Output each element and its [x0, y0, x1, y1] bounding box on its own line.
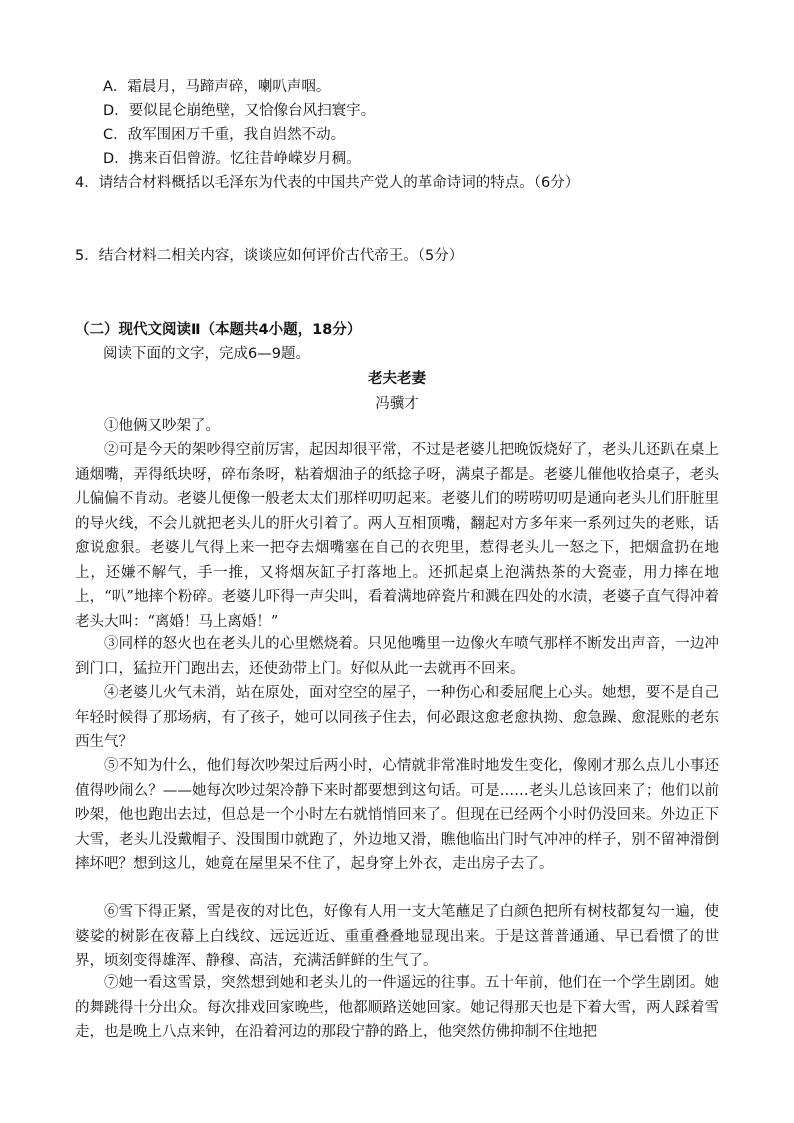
paragraph-6: ⑥雪下得正紧，雪是夜的对比色，好像有人用一支大笔蘸足了白颜色把所有树枝都复勾一遍，使婆娑的树影在夜幕上白线纹、远远近近、重重叠叠地显现出来。于是这普普通通、早已看惯了的世界，顷刻变得雄浑、静穆、高洁，充满活鲜鲜的生气了。 — [75, 904, 719, 969]
section-instruction: 阅读下面的文字，完成6—9题。 — [103, 346, 310, 362]
option-d: D．携来百侣曾游。忆往昔峥嵘岁月稠。 — [103, 151, 361, 167]
question-4: 4．请结合材料概括以毛泽东为代表的中国共产党人的革命诗词的特点。（6分） — [75, 175, 580, 191]
question-5: 5．结合材料二相关内容，谈谈应如何评价古代帝王。（5分） — [75, 248, 464, 264]
option-c: C．敌军围困万千重，我自岿然不动。 — [103, 127, 346, 143]
paragraph-3: ③同样的怒火也在老头儿的心里燃烧着。只见他嘴里一边像火车喷气那样不断发出声音，一边冲到门口，猛拉开门跑出去，还使劲带上门。好似从此一去就再不回来。 — [75, 636, 719, 677]
paragraph-1: ①他俩又吵架了。 — [104, 418, 220, 434]
option-a: A．霜晨月，马蹄声碎，喇叭声咽。 — [103, 79, 331, 95]
paragraph-4: ④老婆儿火气未消，站在原处，面对空空的屋子，一种伤心和委屈爬上心头。她想，要不是自己年轻时候得了那场病，有了孩子，她可以同孩子住去，何必跟这愈老愈执拗、愈急躁、愈混账的老东西生气？ — [75, 685, 719, 750]
paragraph-2: ②可是今天的架吵得空前厉害，起因却很平常，不过是老婆儿把晚饭烧好了，老头儿还趴在桌上通烟嘴，弄得纸块呀，碎布条呀，粘着烟油子的纸捻子呀，满桌子都是。老婆儿催他收拾桌子，老头儿偏偏不肯动。老婆儿便像一般老太太们那样叨叨起来。老婆儿们的唠唠叨叨是通向老头儿们肝脏里的导火线，不会儿就把老头儿的肝火引着了。两人互相顶嘴，翻起对方多年来一系列过失的老账，话愈说愈狠。老婆儿气得上来一把夺去烟嘴塞在自己的衣兜里，惹得老头儿一怒之下，把烟盒扔在地上，还嫌不解气，手一推，又将烟灰缸子打落地上。还抓起桌上泡满热茶的大瓷壶，用力摔在地上，“叭”地摔个粉碎。老婆儿吓得一声尖叫，看着满地碎瓷片和溅在四处的水渍，老婆子直气得冲着老头大叫：“离婚！马上离婚！” — [75, 442, 719, 630]
section-heading: （二）现代文阅读Ⅱ（本题共4小题，18分） — [75, 322, 362, 338]
option-d-first: D．要似昆仑崩绝壁，又恰像台风扫寰宇。 — [103, 103, 376, 119]
paragraph-5: ⑤不知为什么，他们每次吵架过后两小时，心情就非常准时地发生变化，像刚才那么点儿小事还值得吵闹么？——她每次吵过架冷静下来时都要想到这句话。可是……老头儿总该回来了；他们以前吵架，他也跑出去过，但总是一个小时左右就悄悄回来了。但现在已经两个小时仍没回来。外边正下大雪，老头儿没戴帽子、没围围巾就跑了，外边地又滑，瞧他临出门时气冲冲的样子，别不留神滑倒摔坏吧？想到这儿，她竟在屋里呆不住了，起身穿上外衣，走出房子去了。 — [75, 758, 719, 872]
article-title: 老夫老妻 — [368, 371, 426, 387]
article-author: 冯骥才 — [375, 396, 419, 412]
paragraph-7: ⑦她一看这雪景，突然想到她和老头儿的一件遥远的往事。五十年前，他们在一个学生剧团。她的舞跳得十分出众。每次排戏回家晚些，他都顺路送她回家。她记得那天也是下着大雪，两人踩着雪走，也是晚上八点来钟，在沿着河边的那段宁静的路上，他突然仿佛抑制不住地把 — [75, 975, 719, 1040]
